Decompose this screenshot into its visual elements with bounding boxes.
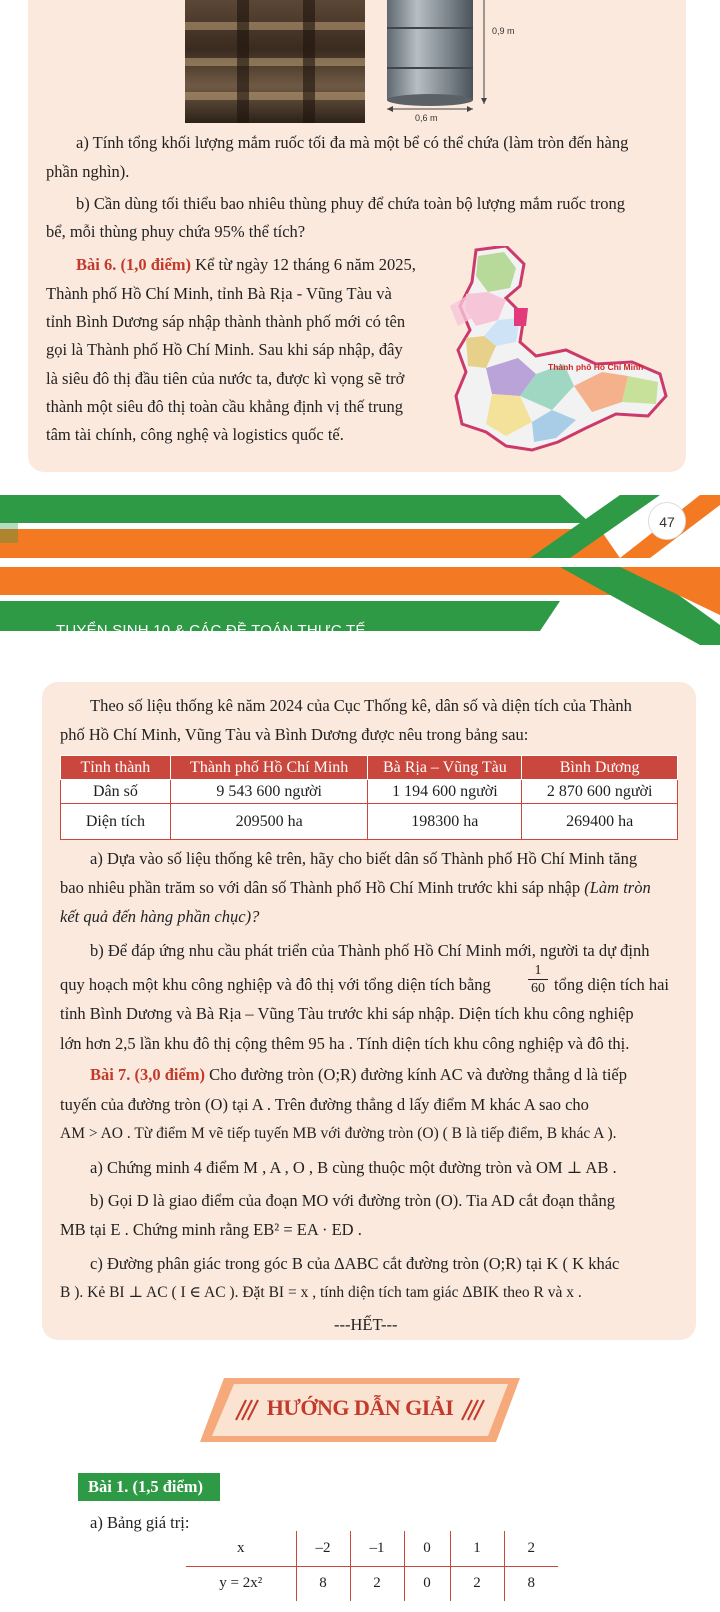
stats-cell: 269400 ha	[522, 804, 678, 840]
value-cell: 0	[404, 1566, 450, 1601]
value-cell: 0	[404, 1531, 450, 1566]
p7-line1: Bài 7. (3,0 điểm) Cho đường tròn (O;R) đường kính AC và đường thẳng d là tiếp	[90, 1065, 627, 1084]
stats-header-cell: Thành phố Hồ Chí Minh	[170, 756, 368, 780]
stats-cell: 9 543 600 người	[170, 780, 368, 804]
bai1-part-a: a) Bảng giá trị:	[90, 1513, 190, 1532]
p7-line2: tuyến của đường tròn (O) tại A . Trên đường thẳng d lấy điểm M khác A sao cho	[60, 1095, 589, 1114]
p6-line2: Thành phố Hồ Chí Minh, tỉnh Bà Rịa - Vũng Tàu và	[46, 284, 392, 303]
p6-part-b-line2b: tổng diện tích hai	[554, 975, 670, 994]
p6-part-a-line1: a) Dựa vào số liệu thống kê trên, hãy cho biết dân số Thành phố Hồ Chí Minh tăng	[90, 849, 638, 868]
stats-cell: 209500 ha	[170, 804, 368, 840]
stats-cell: Diện tích	[61, 804, 171, 840]
stats-cell: Dân số	[61, 780, 171, 804]
value-cell: 8	[296, 1566, 350, 1601]
p6-part-a-line2: bao nhiêu phần trăm so với dân số Thành phố Hồ Chí Minh trước khi sáp nhập (Làm tròn	[60, 878, 651, 897]
p6-intro-line2: phố Hồ Chí Minh, Vũng Tàu và Bình Dương được nêu trong bảng sau:	[60, 725, 529, 744]
stats-header-cell: Bình Dương	[522, 756, 678, 780]
p6-intro-line1: Theo số liệu thống kê năm 2024 của Cục Thống kê, dân số và diện tích của Thành	[90, 696, 632, 715]
p5-part-a-line1: a) Tính tổng khối lượng mắm ruốc tối đa mà một bể có thể chứa (làm tròn đến hàng	[76, 133, 629, 152]
p6-line4: gọi là Thành phố Hồ Chí Minh. Sau khi sáp nhập, đây	[46, 340, 403, 359]
p7-part-a: a) Chứng minh 4 điểm M , A , O , B cùng thuộc một đường tròn và OM ⊥ AB .	[90, 1158, 617, 1177]
p7-part-c-line1: c) Đường phân giác trong góc B của ΔABC cắt đường tròn (O;R) tại K ( K khác	[90, 1254, 620, 1273]
fermentation-tanks-photo	[185, 0, 365, 123]
drum-height-label: 0,9 m	[492, 26, 515, 36]
p6-line1: Bài 6. (1,0 điểm) Kể từ ngày 12 tháng 6 năm 2025,	[76, 255, 416, 274]
value-cell: 1	[450, 1531, 504, 1566]
p7-part-b-line2: MB tại E . Chứng minh rằng EB² = EA · ED .	[60, 1220, 362, 1239]
table-row	[61, 780, 678, 804]
value-cell: –1	[350, 1531, 404, 1566]
table-row	[61, 804, 678, 840]
table-row	[186, 1531, 558, 1566]
table-row	[186, 1566, 558, 1601]
p7-line3: AM > AO . Từ điểm M vẽ tiếp tuyến MB với đường tròn (O) ( B là tiếp điểm, B khác A ).	[60, 1125, 617, 1142]
map-label: Thành phố Hồ Chí Minh	[548, 362, 644, 372]
value-table-y-label: y = 2x²	[219, 1575, 263, 1592]
p7-part-b-line1: b) Gọi D là giao điểm của đoạn MO với đường tròn (O). Tia AD cắt đoạn thẳng	[90, 1191, 615, 1210]
bai1-badge: Bài 1. (1,5 điểm)	[78, 1473, 220, 1501]
value-cell: 2	[350, 1566, 404, 1601]
value-table	[186, 1531, 558, 1601]
end-marker: ---HẾT---	[334, 1315, 398, 1334]
value-table-x-label: x	[186, 1531, 296, 1566]
value-cell: 2	[504, 1531, 558, 1566]
p7-part-c-line2: B ). Kẻ BI ⊥ AC ( I ∈ AC ). Đặt BI = x , tính diện tích tam giác ΔBIK theo R và x .	[60, 1284, 582, 1301]
p5-part-b-line1: b) Cần dùng tối thiểu bao nhiêu thùng phuy để chứa toàn bộ lượng mắm ruốc trong	[76, 194, 626, 213]
page-number: 47	[648, 502, 686, 540]
stats-table	[60, 755, 678, 840]
guide-title: HƯỚNG DẪN GIẢI	[266, 1395, 454, 1420]
drum-diameter-label: 0,6 m	[415, 113, 438, 123]
p5-part-a-line2: phần nghìn).	[46, 162, 130, 181]
p6-line7: tâm tài chính, công nghệ và logistics quốc tế.	[46, 425, 344, 444]
stats-header-cell: Bà Rịa – Vũng Tàu	[368, 756, 522, 780]
p7-heading: Bài 7. (3,0 điểm)	[90, 1065, 206, 1084]
p6-heading: Bài 6. (1,0 điểm)	[76, 255, 192, 274]
stats-header-cell: Tỉnh thành	[61, 756, 171, 780]
p6-part-b-line4: lớn hơn 2,5 lần khu đô thị cộng thêm 95 ha . Tính diện tích khu công nghiệp và đô thị.	[60, 1034, 630, 1053]
p6-part-b-line1: b) Để đáp ứng nhu cầu phát triển của Thành phố Hồ Chí Minh mới, người ta dự định	[90, 941, 650, 960]
p5-part-b-line2: bể, mỗi thùng phuy chứa 95% thể tích?	[46, 222, 306, 241]
stats-cell: 2 870 600 người	[522, 780, 678, 804]
fraction-one-sixtieth: $\frac{1}{60}$	[528, 962, 548, 997]
p6-line6: thành một siêu đô thị toàn cầu khẳng định vị thế trung	[46, 397, 403, 416]
hcmc-map-image	[436, 246, 668, 454]
stats-table-header	[61, 756, 678, 780]
value-cell: 8	[504, 1566, 558, 1601]
value-cell: –2	[296, 1531, 350, 1566]
p6-part-a-line3: kết quả đến hàng phần chục)?	[60, 907, 260, 926]
drum-barrel-figure	[385, 0, 475, 106]
banner-title: TUYỂN SINH 10 & CÁC ĐỀ TOÁN THỰC TẾ	[56, 622, 366, 639]
p6-line5: là siêu đô thị đầu tiên của nước ta, được kì vọng sẽ trở	[46, 369, 405, 388]
stats-cell: 198300 ha	[368, 804, 522, 840]
stats-cell: 1 194 600 người	[368, 780, 522, 804]
p6-part-b-line3: tỉnh Bình Dương và Bà Rịa – Vũng Tàu trước khi sáp nhập. Diện tích khu công nghiệp	[60, 1004, 634, 1023]
height-dimension-line	[478, 0, 490, 110]
p6-line3: tỉnh Bình Dương sáp nhập thành thành phố mới có tên	[46, 312, 406, 331]
p6-part-b-line2a: quy hoạch một khu công nghiệp và đô thị với tổng diện tích bằng	[60, 975, 491, 994]
value-cell: 2	[450, 1566, 504, 1601]
